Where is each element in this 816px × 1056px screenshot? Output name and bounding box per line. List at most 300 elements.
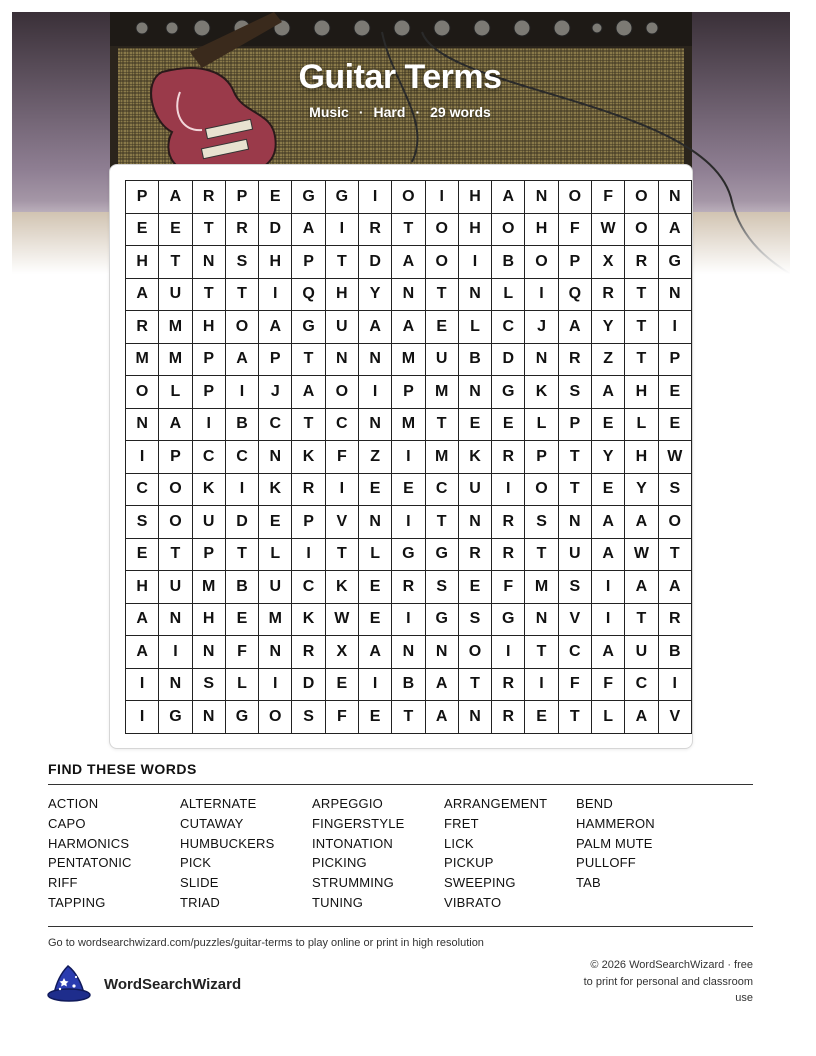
grid-cell: E — [259, 506, 292, 539]
grid-cell: R — [492, 668, 525, 701]
grid-cell: H — [458, 213, 491, 246]
word-item: BEND — [576, 796, 613, 811]
grid-cell: R — [558, 343, 591, 376]
grid-row — [126, 343, 692, 376]
grid-cell: N — [658, 278, 691, 311]
grid-cell: D — [492, 343, 525, 376]
grid-cell: M — [259, 603, 292, 636]
grid-cell: Q — [558, 278, 591, 311]
grid-row — [126, 603, 692, 636]
grid-cell: R — [225, 213, 258, 246]
grid-cell: I — [159, 636, 192, 669]
grid-cell: O — [225, 311, 258, 344]
grid-cell: N — [525, 343, 558, 376]
grid-cell: A — [591, 538, 624, 571]
grid-cell: T — [625, 278, 658, 311]
grid-cell: B — [658, 636, 691, 669]
grid-cell: C — [192, 441, 225, 474]
grid-cell: I — [492, 636, 525, 669]
grid-cell: M — [425, 441, 458, 474]
grid-row — [126, 441, 692, 474]
grid-cell: N — [525, 603, 558, 636]
grid-cell: A — [225, 343, 258, 376]
brand — [46, 964, 241, 1004]
word-item: VIBRATO — [444, 894, 502, 910]
grid-cell: C — [625, 668, 658, 701]
grid-cell: O — [625, 213, 658, 246]
grid-cell: T — [525, 636, 558, 669]
grid-cell: T — [425, 506, 458, 539]
grid-cell: H — [259, 246, 292, 279]
grid-cell: I — [392, 506, 425, 539]
grid-cell: C — [126, 473, 159, 506]
grid-cell: H — [126, 571, 159, 604]
grid-cell: P — [259, 343, 292, 376]
grid-cell: R — [192, 181, 225, 214]
grid-cell: C — [558, 636, 591, 669]
grid-cell: P — [159, 441, 192, 474]
grid-cell: A — [259, 311, 292, 344]
grid-cell: O — [558, 181, 591, 214]
grid-cell: D — [292, 668, 325, 701]
grid-cell: D — [358, 246, 391, 279]
grid-cell: J — [525, 311, 558, 344]
grid-cell: T — [159, 538, 192, 571]
grid-cell: F — [225, 636, 258, 669]
grid-cell: A — [591, 636, 624, 669]
word-item: PENTATONIC — [48, 855, 132, 871]
grid-cell: F — [325, 701, 358, 734]
grid-cell: E — [358, 603, 391, 636]
grid-cell: T — [458, 668, 491, 701]
grid-cell: P — [292, 246, 325, 279]
grid-cell: Z — [591, 343, 624, 376]
grid-cell: Y — [358, 278, 391, 311]
grid-cell: N — [192, 636, 225, 669]
puzzle-meta — [0, 104, 800, 120]
grid-cell: H — [325, 278, 358, 311]
grid-cell: A — [425, 668, 458, 701]
word-list — [48, 794, 753, 913]
grid-cell: A — [126, 603, 159, 636]
grid-cell: T — [558, 441, 591, 474]
grid-cell: P — [225, 181, 258, 214]
word-item: HUMBUCKERS — [180, 835, 275, 851]
grid-cell: P — [292, 506, 325, 539]
grid-cell: O — [325, 376, 358, 409]
brand-name: WordSearchWizard — [104, 975, 242, 993]
grid-cell: F — [558, 213, 591, 246]
grid-cell: H — [192, 603, 225, 636]
grid-row — [126, 473, 692, 506]
grid-row — [126, 376, 692, 409]
word-item: TRIAD — [180, 894, 220, 910]
letter-grid — [125, 180, 692, 734]
grid-cell: T — [192, 213, 225, 246]
grid-cell: K — [325, 571, 358, 604]
grid-cell: R — [492, 701, 525, 734]
online-link-note: Go to wordsearchwizard.com/puzzles/guitar-terms to play online or print in high resolution — [48, 937, 484, 949]
grid-cell: T — [225, 538, 258, 571]
grid-cell: R — [492, 441, 525, 474]
grid-cell: E — [658, 408, 691, 441]
grid-cell: L — [225, 668, 258, 701]
word-item: PICK — [180, 855, 212, 871]
grid-cell: N — [192, 246, 225, 279]
grid-cell: G — [425, 603, 458, 636]
grid-cell: T — [159, 246, 192, 279]
grid-cell: F — [591, 181, 624, 214]
grid-row — [126, 538, 692, 571]
grid-cell: H — [192, 311, 225, 344]
grid-cell: O — [492, 213, 525, 246]
grid-cell: M — [126, 343, 159, 376]
grid-cell: G — [159, 701, 192, 734]
grid-cell: T — [625, 311, 658, 344]
grid-cell: I — [591, 571, 624, 604]
grid-cell: Y — [591, 311, 624, 344]
grid-cell: I — [126, 701, 159, 734]
grid-cell: I — [358, 668, 391, 701]
grid-cell: A — [292, 213, 325, 246]
word-item: TAB — [576, 875, 601, 891]
grid-cell: I — [658, 311, 691, 344]
grid-cell: H — [625, 441, 658, 474]
grid-cell: G — [225, 701, 258, 734]
grid-cell: S — [525, 506, 558, 539]
grid-row — [126, 181, 692, 214]
word-item: SLIDE — [180, 875, 219, 891]
grid-cell: A — [159, 408, 192, 441]
grid-cell: S — [558, 376, 591, 409]
grid-cell: W — [625, 538, 658, 571]
grid-cell: B — [492, 246, 525, 279]
grid-cell: G — [492, 603, 525, 636]
page-title: Guitar Terms — [298, 58, 502, 96]
word-item: HAMMERON — [576, 815, 655, 831]
grid-row — [126, 311, 692, 344]
grid-cell: F — [591, 668, 624, 701]
grid-cell: F — [558, 668, 591, 701]
word-item: FRET — [444, 815, 479, 831]
grid-cell: L — [358, 538, 391, 571]
meta-word-count: 29 words — [430, 104, 491, 120]
grid-cell: B — [225, 571, 258, 604]
grid-row — [126, 571, 692, 604]
grid-cell: E — [392, 473, 425, 506]
grid-cell: V — [658, 701, 691, 734]
grid-cell: P — [126, 181, 159, 214]
grid-cell: F — [325, 441, 358, 474]
grid-cell: A — [625, 571, 658, 604]
grid-cell: N — [392, 278, 425, 311]
grid-cell: D — [225, 506, 258, 539]
grid-cell: R — [492, 506, 525, 539]
grid-cell: S — [225, 246, 258, 279]
grid-cell: N — [558, 506, 591, 539]
meta-separator: · — [358, 104, 364, 120]
grid-cell: G — [292, 181, 325, 214]
meta-separator: · — [415, 104, 421, 120]
grid-cell: I — [358, 181, 391, 214]
grid-cell: I — [126, 668, 159, 701]
word-item: ALTERNATE — [180, 796, 257, 811]
grid-cell: A — [358, 311, 391, 344]
grid-cell: T — [192, 278, 225, 311]
grid-cell: R — [358, 213, 391, 246]
grid-cell: I — [259, 278, 292, 311]
grid-cell: N — [126, 408, 159, 441]
grid-cell: M — [159, 311, 192, 344]
grid-cell: N — [392, 636, 425, 669]
grid-cell: T — [558, 701, 591, 734]
grid-cell: F — [492, 571, 525, 604]
word-item: INTONATION — [312, 835, 393, 851]
grid-cell: P — [192, 538, 225, 571]
grid-cell: L — [591, 701, 624, 734]
grid-cell: R — [625, 246, 658, 279]
grid-cell: N — [358, 408, 391, 441]
grid-cell: C — [492, 311, 525, 344]
word-item: RIFF — [48, 875, 78, 891]
grid-cell: K — [525, 376, 558, 409]
grid-cell: H — [126, 246, 159, 279]
grid-cell: G — [425, 538, 458, 571]
grid-cell: E — [358, 473, 391, 506]
grid-cell: W — [658, 441, 691, 474]
grid-cell: N — [259, 636, 292, 669]
grid-cell: I — [126, 441, 159, 474]
grid-cell: W — [325, 603, 358, 636]
grid-cell: N — [159, 603, 192, 636]
grid-cell: O — [425, 213, 458, 246]
grid-cell: P — [658, 343, 691, 376]
grid-cell: W — [591, 213, 624, 246]
grid-cell: V — [558, 603, 591, 636]
grid-cell: A — [126, 636, 159, 669]
word-item: STRUMMING — [312, 875, 394, 891]
grid-cell: O — [425, 246, 458, 279]
divider — [48, 926, 753, 927]
grid-cell: I — [358, 376, 391, 409]
grid-cell: U — [425, 343, 458, 376]
grid-cell: V — [325, 506, 358, 539]
grid-cell: M — [192, 571, 225, 604]
grid-cell: P — [558, 408, 591, 441]
grid-cell: E — [458, 408, 491, 441]
grid-cell: N — [458, 278, 491, 311]
grid-cell: R — [126, 311, 159, 344]
copyright-note: © 2026 WordSearchWizard · free to print for personal and classroom use — [583, 959, 753, 1004]
grid-cell: A — [558, 311, 591, 344]
word-item: ARPEGGIO — [312, 796, 383, 811]
grid-cell: H — [458, 181, 491, 214]
grid-cell: A — [425, 701, 458, 734]
word-item: PICKUP — [444, 855, 494, 871]
grid-cell: E — [126, 538, 159, 571]
grid-cell: N — [658, 181, 691, 214]
grid-cell: U — [159, 278, 192, 311]
grid-cell: L — [525, 408, 558, 441]
grid-cell: I — [392, 603, 425, 636]
grid-cell: D — [259, 213, 292, 246]
grid-cell: N — [259, 441, 292, 474]
grid-cell: Y — [591, 441, 624, 474]
grid-cell: O — [525, 473, 558, 506]
grid-cell: T — [392, 213, 425, 246]
grid-cell: E — [225, 603, 258, 636]
grid-cell: T — [425, 278, 458, 311]
grid-cell: I — [392, 441, 425, 474]
grid-cell: A — [591, 376, 624, 409]
grid-cell: G — [492, 376, 525, 409]
grid-cell: I — [325, 213, 358, 246]
grid-cell: K — [292, 441, 325, 474]
grid-cell: S — [558, 571, 591, 604]
wizard-hat-icon — [46, 964, 92, 1004]
grid-cell: T — [625, 603, 658, 636]
grid-cell: N — [325, 343, 358, 376]
grid-cell: I — [458, 246, 491, 279]
grid-cell: S — [192, 668, 225, 701]
grid-cell: T — [325, 246, 358, 279]
grid-cell: P — [192, 343, 225, 376]
grid-cell: X — [325, 636, 358, 669]
grid-cell: C — [425, 473, 458, 506]
grid-cell: H — [525, 213, 558, 246]
grid-row — [126, 278, 692, 311]
grid-cell: I — [525, 668, 558, 701]
grid-cell: T — [525, 538, 558, 571]
word-item: HARMONICS — [48, 835, 130, 851]
grid-cell: H — [625, 376, 658, 409]
grid-cell: B — [392, 668, 425, 701]
grid-cell: K — [192, 473, 225, 506]
word-item: CUTAWAY — [180, 815, 244, 831]
grid-cell: U — [325, 311, 358, 344]
word-item: ARRANGEMENT — [444, 796, 548, 811]
grid-cell: U — [625, 636, 658, 669]
grid-cell: T — [292, 343, 325, 376]
grid-cell: B — [458, 343, 491, 376]
grid-cell: A — [358, 636, 391, 669]
word-item: TUNING — [312, 894, 364, 910]
grid-cell: T — [225, 278, 258, 311]
grid-row — [126, 506, 692, 539]
grid-row — [126, 636, 692, 669]
grid-cell: M — [525, 571, 558, 604]
grid-cell: O — [525, 246, 558, 279]
grid-cell: I — [192, 408, 225, 441]
grid-cell: E — [591, 473, 624, 506]
grid-cell: T — [625, 343, 658, 376]
grid-cell: L — [625, 408, 658, 441]
grid-cell: E — [259, 181, 292, 214]
grid-cell: E — [358, 701, 391, 734]
grid-cell: O — [159, 473, 192, 506]
grid-row — [126, 701, 692, 734]
grid-row — [126, 668, 692, 701]
word-item: FINGERSTYLE — [312, 815, 405, 831]
grid-cell: K — [259, 473, 292, 506]
grid-cell: A — [625, 701, 658, 734]
grid-cell: G — [392, 538, 425, 571]
word-item: TAPPING — [48, 894, 106, 910]
grid-cell: T — [558, 473, 591, 506]
grid-cell: I — [292, 538, 325, 571]
grid-cell: I — [325, 473, 358, 506]
grid-cell: O — [126, 376, 159, 409]
grid-cell: M — [392, 408, 425, 441]
grid-cell: B — [225, 408, 258, 441]
grid-cell: X — [591, 246, 624, 279]
grid-cell: G — [325, 181, 358, 214]
grid-cell: A — [392, 246, 425, 279]
grid-cell: E — [591, 408, 624, 441]
grid-cell: S — [658, 473, 691, 506]
grid-cell: O — [658, 506, 691, 539]
grid-row — [126, 213, 692, 246]
grid-cell: I — [492, 473, 525, 506]
grid-cell: G — [292, 311, 325, 344]
word-item: LICK — [444, 835, 474, 851]
grid-cell: M — [425, 376, 458, 409]
grid-cell: I — [425, 181, 458, 214]
grid-cell: A — [159, 181, 192, 214]
grid-cell: I — [225, 473, 258, 506]
grid-cell: A — [625, 506, 658, 539]
grid-cell: I — [591, 603, 624, 636]
grid-cell: O — [259, 701, 292, 734]
word-item: PICKING — [312, 855, 367, 871]
grid-cell: R — [292, 473, 325, 506]
grid-cell: R — [458, 538, 491, 571]
grid-cell: R — [392, 571, 425, 604]
meta-category: Music — [309, 104, 349, 120]
grid-cell: C — [325, 408, 358, 441]
grid-cell: E — [358, 571, 391, 604]
grid-cell: N — [525, 181, 558, 214]
grid-cell: U — [192, 506, 225, 539]
grid-cell: U — [458, 473, 491, 506]
word-item: PULLOFF — [576, 855, 636, 871]
grid-cell: A — [492, 181, 525, 214]
grid-cell: A — [292, 376, 325, 409]
grid-cell: T — [425, 408, 458, 441]
grid-cell: I — [658, 668, 691, 701]
grid-cell: A — [392, 311, 425, 344]
grid-cell: E — [658, 376, 691, 409]
grid-cell: N — [192, 701, 225, 734]
grid-cell: N — [358, 343, 391, 376]
grid-cell: O — [458, 636, 491, 669]
grid-cell: A — [126, 278, 159, 311]
grid-cell: T — [392, 701, 425, 734]
word-item: PALM MUTE — [576, 835, 653, 851]
grid-cell: C — [292, 571, 325, 604]
grid-cell: A — [658, 571, 691, 604]
grid-cell: R — [591, 278, 624, 311]
grid-cell: T — [292, 408, 325, 441]
grid-cell: P — [392, 376, 425, 409]
grid-cell: S — [458, 603, 491, 636]
grid-cell: L — [259, 538, 292, 571]
grid-cell: E — [159, 213, 192, 246]
grid-cell: C — [225, 441, 258, 474]
grid-cell: G — [658, 246, 691, 279]
grid-cell: E — [325, 668, 358, 701]
grid-cell: N — [458, 701, 491, 734]
